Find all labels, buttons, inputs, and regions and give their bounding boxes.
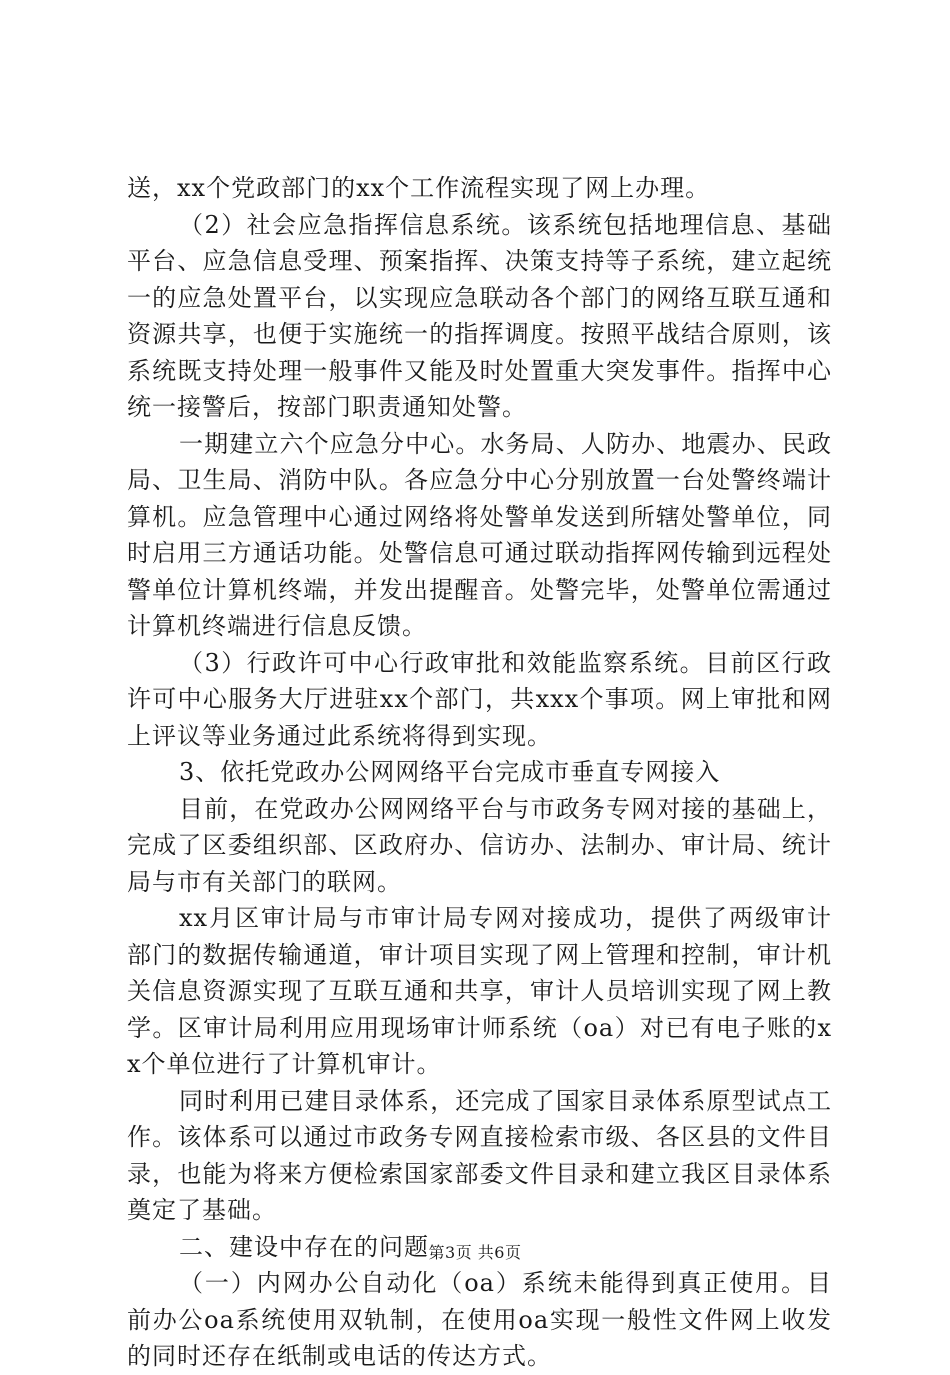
- paragraph-audit-network: xx月区审计局与市审计局专网对接成功，提供了两级审计部门的数据传输通道，审计项目实现了网上管理和控制，审计机关信息资源实现了互联互通和共享，审计人员培训实现了网上教学。区审计局利用应用现场审计师系统（oa）对已有电子账的xx个单位进行了计算机审计。: [127, 904, 832, 1078]
- paragraph-oa-problem: （一）内网办公自动化（oa）系统未能得到真正使用。目前办公oa系统使用双轨制，在使用oa实现一般性文件网上收发的同时还存在纸制或电话的传达方式。: [127, 1269, 832, 1370]
- paragraph-network-connection: 目前，在党政办公网网络平台与市政务专网对接的基础上，完成了区委组织部、区政府办、信访办、法制办、审计局、统计局与市有关部门的联网。: [127, 794, 832, 896]
- paragraph-licensing-system: （3）行政许可中心行政审批和效能监察系统。目前区行政许可中心服务大厅进驻xx个部门，共xxx个事项。网上审批和网上评议等业务通过此系统将得到实现。: [127, 648, 832, 750]
- section-heading-vertical-network: 3、依托党政办公网网络平台完成市垂直专网接入: [179, 758, 721, 786]
- paragraph-continuation: 送，xx个党政部门的xx个工作流程实现了网上办理。: [127, 174, 711, 202]
- paragraph-catalog-system: 同时利用已建目录体系，还完成了国家目录体系原型试点工作。该体系可以通过市政务专网直接检索市级、各区县的文件目录，也能为将来方便检索国家部委文件目录和建立我区目录体系奠定了基础。: [127, 1086, 832, 1224]
- paragraph-emergency-system: （2）社会应急指挥信息系统。该系统包括地理信息、基础平台、应急信息受理、预案指挥、决策支持等子系统，建立起统一的应急处置平台，以实现应急联动各个部门的网络互联互通和资源共享，也便于实施统一的指挥调度。按照平战结合原则，该系统既支持处理一般事件又能及时处置重大突发事件。指挥中心统一接警后，按部门职责通知处警。: [127, 210, 832, 421]
- paragraph-emergency-subcenters: 一期建立六个应急分中心。水务局、人防办、地震办、民政局、卫生局、消防中队。各应急分中心分别放置一台处警终端计算机。应急管理中心通过网络将处警单发送到所辖处警单位，同时启用三方通话功能。处警信息可通过联动指挥网传输到远程处警单位计算机终端，并发出提醒音。处警完毕，处警单位需通过计算机终端进行信息反馈。: [127, 429, 832, 640]
- section-heading-problems: 二、建设中存在的问题: [179, 1232, 429, 1261]
- document-body: [127, 170, 832, 1375]
- page-footer: 第3页 共6页: [428, 1243, 522, 1262]
